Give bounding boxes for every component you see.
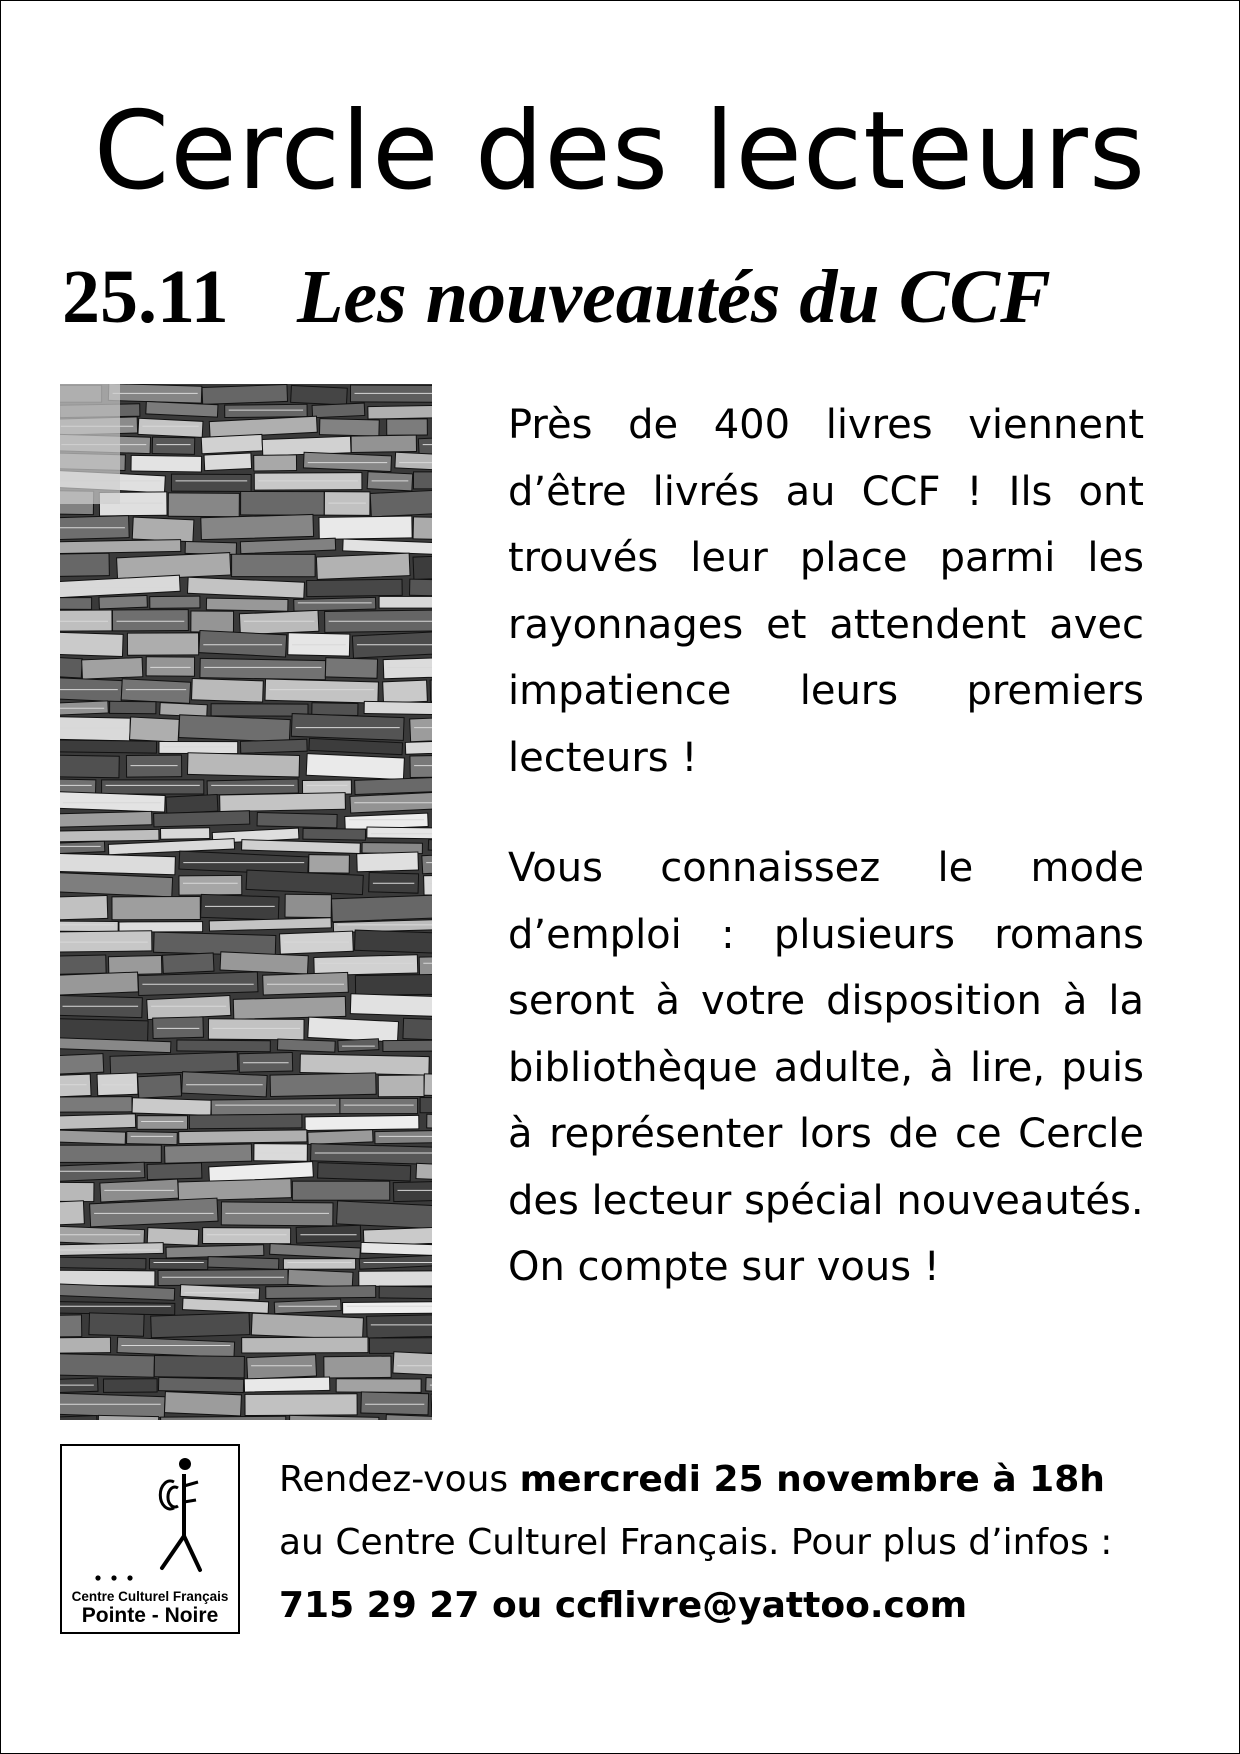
book-spine: [60, 1074, 91, 1097]
book-spine: [201, 894, 279, 919]
book-spine: [309, 855, 350, 874]
book-spine: [375, 1130, 432, 1143]
sky-patch: [60, 384, 120, 504]
rendezvous-line2: au Centre Culturel Français. Pour plus d’infos :: [279, 1522, 1113, 1563]
book-spine: [138, 972, 258, 996]
book-spine: [292, 1181, 389, 1200]
book-spine: [60, 1270, 155, 1286]
book-spine: [146, 657, 194, 677]
book-spine: [60, 895, 108, 919]
book-spine: [357, 852, 419, 872]
book-spine: [60, 1145, 161, 1162]
rendezvous-datetime: mercredi 25 novembre à 18h: [519, 1459, 1105, 1500]
book-spine: [211, 1098, 340, 1115]
book-spine: [308, 1017, 399, 1042]
book-spine: [60, 657, 82, 678]
book-spine: [127, 1131, 178, 1144]
book-spine: [354, 930, 432, 953]
book-spine: [308, 1130, 373, 1145]
book-spine: [60, 1243, 163, 1256]
book-spine: [319, 419, 379, 437]
book-spine: [60, 1354, 154, 1378]
book-spine: [257, 813, 337, 828]
book-spine: [232, 554, 316, 577]
book-spine: [338, 1039, 379, 1052]
book-spine: [60, 955, 106, 975]
book-spine: [60, 632, 123, 656]
book-spine: [410, 755, 432, 777]
book-spine: [254, 1144, 308, 1162]
book-spine: [60, 1337, 111, 1353]
book-spine: [179, 1130, 307, 1144]
book-spine: [369, 1338, 432, 1354]
book-spine: [154, 811, 250, 827]
book-spine: [200, 658, 326, 679]
rendezvous-line1: [279, 1448, 1179, 1511]
book-spine: [318, 1163, 411, 1181]
book-spine: [307, 579, 403, 596]
book-spine: [300, 1054, 429, 1075]
book-spine: [154, 932, 276, 956]
book-spine: [367, 1314, 432, 1338]
stacked-books-image: [60, 384, 432, 1420]
book-spine: [303, 828, 366, 840]
book-spine: [60, 1114, 136, 1130]
book-spine: [367, 827, 432, 839]
book-spine: [191, 611, 234, 632]
book-spine: [355, 974, 432, 995]
book-spine: [410, 716, 432, 742]
book-spine: [265, 679, 378, 703]
book-spine: [130, 717, 180, 742]
book-spine: [201, 514, 314, 539]
book-spine: [270, 1073, 376, 1097]
book-spine: [60, 792, 165, 812]
book-spine: [245, 1394, 357, 1416]
book-spine: [207, 779, 298, 795]
book-spine: [147, 1163, 202, 1180]
book-spine: [110, 701, 156, 714]
book-spine: [60, 853, 175, 874]
book-spine: [413, 517, 432, 541]
book-spine: [60, 921, 118, 932]
book-spine: [387, 419, 428, 435]
book-spine: [154, 1355, 244, 1377]
book-spine: [103, 1379, 157, 1393]
book-spine: [163, 953, 214, 973]
book-spine: [60, 1415, 98, 1420]
paragraph-closing: On compte sur vous !: [508, 1244, 940, 1290]
paragraph-new-books: Près de 400 livres viennent d’être livrés au CCF ! Ils ont trouvés leur place parmi les rayonnages et attendent avec impatience leurs premiers lecteurs !: [508, 402, 1144, 781]
logo-caption-line1: Centre Culturel Français: [71, 1589, 229, 1604]
book-spine: [379, 596, 432, 608]
book-spine: [291, 714, 404, 741]
book-spine: [324, 1356, 391, 1378]
book-spine: [383, 1040, 432, 1052]
book-spine: [291, 385, 348, 405]
book-spine: [60, 1257, 146, 1269]
book-spine: [350, 994, 432, 1017]
poster-title: Cercle des lecteurs: [93, 89, 1147, 214]
book-spine: [179, 715, 291, 743]
book-spine: [206, 598, 288, 611]
book-spine: [153, 1017, 204, 1039]
book-spine: [355, 777, 432, 794]
book-spine: [60, 1182, 94, 1202]
book-spine: [147, 996, 231, 1020]
book-spine: [220, 793, 346, 812]
book-spine: [192, 679, 264, 703]
rendezvous-prefix: Rendez-vous: [279, 1459, 520, 1500]
book-spine: [306, 754, 404, 780]
book-spine: [312, 703, 358, 716]
paragraph-instructions: Vous connaissez le mode d’emploi : plusieurs romans seront à votre disposition à la bibliothèque adulte, à lire, puis à représenter lors de ce Cercle des lecteur spécial nouveautés.: [508, 845, 1144, 1224]
book-spine: [166, 795, 218, 814]
book-spine: [331, 895, 432, 922]
book-spine: [233, 996, 345, 1019]
book-spine: [161, 1416, 286, 1420]
book-spine: [112, 610, 188, 631]
book-spine: [413, 472, 432, 489]
book-spine: [419, 955, 432, 975]
book-spine: [225, 404, 308, 417]
book-spine: [127, 633, 198, 655]
book-spine: [146, 401, 218, 417]
book-spine: [99, 595, 147, 608]
book-spine: [364, 701, 432, 715]
book-spine: [138, 418, 203, 437]
book-spine: [60, 931, 152, 953]
book-spine: [410, 579, 432, 597]
book-spine: [121, 679, 190, 704]
book-spine: [208, 1257, 279, 1270]
book-spine: [340, 1098, 418, 1113]
book-spine: [171, 474, 251, 491]
book-spine: [204, 453, 252, 471]
book-spine: [254, 455, 297, 471]
book-spine: [60, 1393, 165, 1418]
subtitle-text: Les nouveautés du CCF: [297, 255, 1051, 339]
book-spine: [158, 1377, 243, 1392]
book-spine: [60, 841, 105, 853]
book-spine: [201, 434, 262, 453]
rendezvous-info: [279, 1448, 1179, 1637]
book-spine: [60, 1301, 175, 1314]
book-spine: [312, 403, 365, 418]
book-spine: [240, 739, 307, 753]
book-spine: [325, 658, 377, 679]
book-spine: [178, 1179, 291, 1201]
book-spine: [112, 897, 200, 920]
book-spine: [305, 1115, 419, 1130]
book-spine: [316, 553, 410, 579]
book-spine: [403, 1018, 432, 1040]
book-spine: [379, 1286, 432, 1299]
book-spine: [60, 811, 152, 827]
book-spine: [202, 384, 287, 404]
book-spine: [60, 1054, 104, 1075]
ccf-logo: [60, 1444, 240, 1634]
book-spine: [199, 631, 287, 657]
book-spine: [137, 1116, 187, 1130]
book-spine: [189, 1114, 302, 1128]
book-spine: [311, 1144, 432, 1165]
book-spine: [152, 437, 195, 454]
book-spine: [343, 1302, 432, 1314]
book-spine: [336, 1379, 421, 1393]
book-spine: [161, 828, 210, 840]
book-spine: [420, 1098, 432, 1113]
book-spine: [60, 598, 92, 610]
stacked-books-photo: [60, 384, 432, 1420]
book-spine: [263, 972, 349, 995]
logo-caption-line2: Pointe - Noire: [81, 1604, 219, 1627]
book-spine: [102, 780, 204, 794]
book-spine: [60, 1018, 148, 1041]
book-spine: [131, 455, 202, 472]
contact-details: 715 29 27 ou ccflivre@yattoo.com: [279, 1585, 968, 1626]
book-spine: [159, 742, 238, 754]
book-spine: [60, 1315, 82, 1337]
book-spine: [60, 740, 157, 753]
book-spine: [241, 492, 325, 516]
book-spine: [303, 452, 391, 471]
book-spine: [208, 1019, 304, 1040]
book-spine: [424, 874, 432, 895]
rendezvous-contact: [279, 1574, 1179, 1637]
book-spine: [168, 493, 239, 517]
book-spine: [179, 875, 242, 895]
book-spine: [383, 680, 428, 703]
book-spine: [60, 1201, 84, 1226]
book-spine: [60, 829, 159, 841]
book-spine: [427, 1114, 432, 1129]
book-spine: [203, 1228, 291, 1244]
book-spine: [393, 1181, 432, 1202]
book-spine: [98, 1415, 159, 1420]
book-spine: [60, 540, 181, 554]
book-spine: [266, 1286, 376, 1299]
book-spine: [151, 1313, 250, 1338]
book-spine: [132, 1098, 211, 1116]
book-spine: [60, 1097, 132, 1113]
book-spine: [424, 1074, 432, 1097]
announcement-text: [508, 392, 1144, 1301]
book-spine: [288, 1269, 353, 1287]
book-spine: [165, 1144, 252, 1163]
book-spine: [150, 596, 200, 608]
book-spine: [177, 1040, 270, 1052]
book-spine: [239, 610, 318, 634]
book-spine: [60, 1130, 126, 1144]
book-spine: [431, 1392, 432, 1415]
book-spine: [251, 1313, 363, 1339]
book-spine: [413, 554, 432, 580]
book-spine: [430, 678, 432, 701]
book-spine: [60, 553, 109, 576]
book-spine: [165, 1392, 242, 1416]
book-spine: [283, 1259, 355, 1270]
book-spine: [187, 753, 299, 777]
book-spine: [294, 597, 376, 611]
book-spine: [351, 435, 416, 452]
book-spine: [277, 1039, 335, 1052]
book-spine: [319, 516, 412, 539]
book-spine: [244, 1377, 330, 1392]
book-spine: [132, 517, 194, 542]
book-spine: [359, 1271, 432, 1287]
book-spine: [220, 952, 308, 974]
book-spine: [422, 854, 432, 874]
book-spine: [89, 1313, 144, 1336]
walking-figure-logo-icon: [62, 1446, 238, 1586]
book-spine: [242, 1337, 368, 1353]
book-spine: [285, 894, 331, 917]
book-spine: [368, 405, 432, 419]
book-spine: [370, 490, 432, 517]
book-spine: [110, 1052, 238, 1075]
book-spine: [60, 717, 130, 741]
book-spine: [149, 1258, 207, 1269]
book-spine: [82, 657, 143, 679]
book-spine: [416, 1163, 432, 1180]
poster-subtitle: [62, 252, 1212, 342]
book-spine: [60, 972, 138, 995]
book-spine: [60, 610, 112, 631]
book-spine: [378, 1075, 424, 1097]
book-spine: [166, 1245, 264, 1258]
event-date: 25.11: [62, 255, 229, 339]
book-spine: [60, 755, 119, 778]
book-spine: [247, 1355, 317, 1379]
book-spine: [138, 1075, 182, 1099]
book-spine: [361, 1392, 429, 1415]
